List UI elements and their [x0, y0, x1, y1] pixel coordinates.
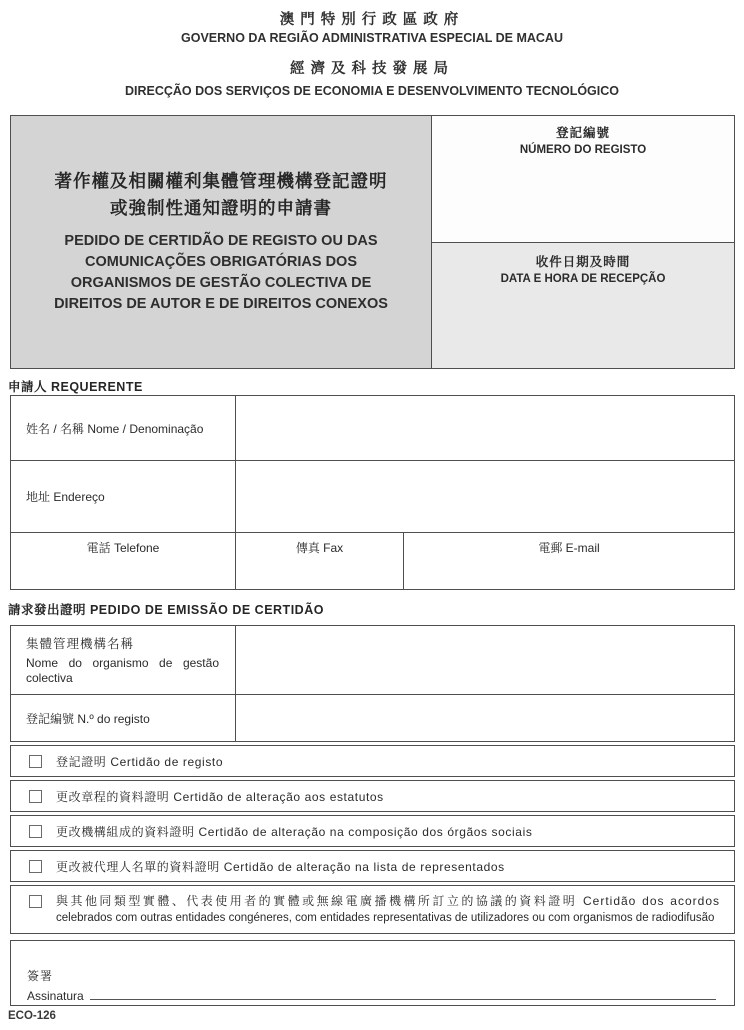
signature-label-zh: 簽署 [27, 969, 54, 983]
form-title-zh-line1: 著作權及相關權利集體管理機構登記證明 [54, 171, 388, 191]
checkbox-icon[interactable] [29, 895, 42, 908]
option-row-acordos-entidades[interactable] [10, 885, 735, 934]
table-row [11, 396, 734, 460]
address-input-cell[interactable] [236, 461, 734, 532]
org-name-input-cell[interactable] [236, 626, 734, 694]
phone-input-cell[interactable] [11, 533, 236, 589]
form-code: ECO-126 [8, 1010, 56, 1022]
signature-label-pt: Assinatura [27, 989, 84, 1003]
reception-date-cell[interactable] [432, 243, 735, 369]
registo-number-label: 登記編號 N.º do registo [11, 695, 236, 741]
gov-name-pt: GOVERNO DA REGIÃO ADMINISTRATIVA ESPECIAL DE MACAU [181, 31, 563, 45]
dept-name-zh: 經濟及科技發展局 [290, 61, 454, 77]
table-row [11, 626, 734, 694]
email-label: 電郵 E-mail [538, 541, 600, 555]
dept-name-pt: DIRECÇÃO DOS SERVIÇOS DE ECONOMIA E DESENVOLVIMENTO TECNOLÓGICO [124, 84, 620, 98]
option-label: 更改被代理人名單的資料證明 Certidão de alteração na lista de representados [56, 859, 505, 874]
checkbox-icon[interactable] [29, 825, 42, 838]
name-input-cell[interactable] [236, 396, 734, 460]
signature-input-line[interactable] [90, 987, 716, 1000]
org-name-label-pt: Nome do organismo de gestão colectiva [26, 656, 219, 685]
signature-box [10, 940, 735, 1006]
org-name-label-zh: 集體管理機構名稱 [26, 637, 135, 651]
registration-number-label-zh: 登記編號 [555, 126, 610, 140]
reception-date-label-pt: DATA E HORA DE RECEPÇÃO [500, 273, 666, 285]
gov-name-zh: 澳門特別行政區政府 [279, 12, 465, 28]
fax-label: 傳真 Fax [295, 541, 344, 555]
certificate-table [10, 625, 735, 742]
registo-number-input-cell[interactable] [236, 695, 734, 741]
form-title-zh-line2: 或強制性通知證明的申請書 [110, 198, 332, 218]
certificate-section-heading: 請求發出證明 PEDIDO DE EMISSÃO DE CERTIDÃO [8, 603, 324, 617]
form-title-box [10, 115, 432, 369]
org-name-label [11, 626, 236, 694]
table-row [11, 694, 734, 741]
option-label-line1: 與其他同類型實體、代表使用者的實體或無線電廣播機構所訂立的協議的資料證明 Certidão dos acordos [56, 894, 720, 908]
reception-date-label-zh: 收件日期及時間 [535, 255, 631, 269]
form-title-pt-line4: DIREITOS DE AUTOR E DE DIREITOS CONEXOS [54, 296, 388, 312]
option-row-certidao-registo[interactable] [10, 745, 735, 777]
checkbox-icon[interactable] [29, 790, 42, 803]
option-label: 更改章程的資料證明 Certidão de alteração aos estatutos [56, 789, 384, 804]
form-title-pt-line3: ORGANISMOS DE GESTÃO COLECTIVA DE [70, 275, 372, 291]
option-row-alteracao-orgaos-sociais[interactable] [10, 815, 735, 847]
name-label: 姓名 / 名稱 Nome / Denominação [11, 396, 236, 460]
form-title-pt [11, 231, 431, 315]
certificate-options [10, 745, 735, 934]
table-row [11, 460, 734, 532]
fax-input-cell[interactable] [236, 533, 404, 589]
option-row-alteracao-estatutos[interactable] [10, 780, 735, 812]
table-row [11, 532, 734, 589]
checkbox-icon[interactable] [29, 860, 42, 873]
phone-label: 電話 Telefone [86, 541, 160, 555]
option-label: 更改機構組成的資料證明 Certidão de alteração na composição dos órgãos sociais [56, 824, 533, 839]
applicant-section-heading: 申請人 REQUERENTE [8, 380, 143, 394]
form-title-pt-line2: COMUNICAÇÕES OBRIGATÓRIAS DOS [84, 254, 358, 270]
address-label: 地址 Endereço [11, 461, 236, 532]
form-title-pt-line1: PEDIDO DE CERTIDÃO DE REGISTO OU DAS [64, 233, 378, 249]
checkbox-icon[interactable] [29, 755, 42, 768]
registration-number-label-pt: NÚMERO DO REGISTO [519, 144, 647, 156]
option-label: 登記證明 Certidão de registo [56, 754, 224, 769]
applicant-table [10, 395, 735, 590]
option-row-alteracao-representados[interactable] [10, 850, 735, 882]
option-label [56, 892, 734, 924]
title-block [10, 115, 735, 369]
option-label-line2: celebrados com outras entidades congéneres, com entidades representativas de utilizadores ou com organismos de radiodifusão [56, 912, 715, 924]
registration-number-cell[interactable] [432, 115, 735, 243]
email-input-cell[interactable] [404, 533, 734, 589]
